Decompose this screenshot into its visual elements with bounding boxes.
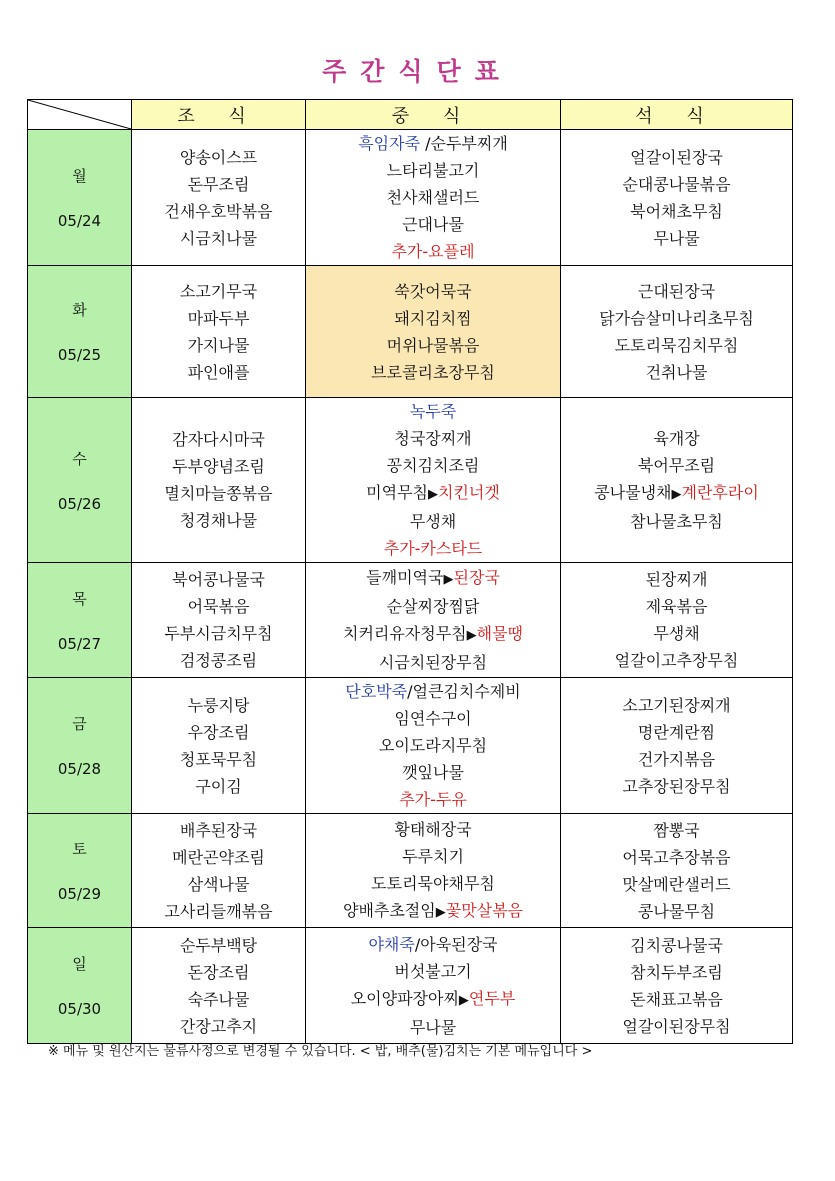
lunch-cell <box>306 814 561 928</box>
menu-item <box>306 479 560 508</box>
menu-item <box>306 535 560 562</box>
menu-item: 숙주나물 <box>187 989 250 1009</box>
menu-item-part: 추가-두유 <box>399 790 467 809</box>
menu-item: 얼갈이된장국 <box>630 147 723 167</box>
menu-item: 건가지볶음 <box>637 749 716 769</box>
menu-item <box>306 157 560 184</box>
menu-item <box>561 452 792 479</box>
menu-item: 가지나물 <box>187 335 250 355</box>
lunch-cell <box>306 398 561 563</box>
menu-item: 순두부백탕 <box>179 935 258 955</box>
day-cell <box>28 814 132 928</box>
menu-item <box>306 305 560 332</box>
dinner-cell <box>561 266 793 398</box>
menu-item: 파인애플 <box>187 362 250 382</box>
menu-item <box>306 985 560 1014</box>
menu-item: 된장찌개 <box>645 570 708 589</box>
menu-item-part: 해물땡 <box>476 624 524 643</box>
breakfast-cell <box>132 130 306 266</box>
menu-item <box>306 649 560 676</box>
day-cell <box>28 266 132 398</box>
menu-item <box>306 931 560 958</box>
weekday-label: 월 <box>72 167 87 185</box>
lunch-cell <box>306 266 561 398</box>
menu-item-part: 된장국 <box>453 568 500 587</box>
dinner-cell <box>561 398 793 563</box>
day-row <box>28 678 793 814</box>
menu-item <box>561 479 792 508</box>
date-label: 05/29 <box>57 885 102 903</box>
menu-item-part: 브로콜리초장무침 <box>371 362 495 382</box>
menu-item: 청경채나물 <box>179 511 258 530</box>
menu-item: 고추장된장무침 <box>622 776 731 796</box>
menu-item-part: 미역무침 <box>366 483 428 502</box>
lunch-cell <box>306 678 561 814</box>
menu-item: 순대콩나물볶음 <box>622 174 731 194</box>
menu-item <box>561 508 792 535</box>
menu-item-part: 깻잎나물 <box>402 763 464 782</box>
date-label: 05/26 <box>57 494 102 513</box>
header-breakfast: 조 식 <box>132 100 306 130</box>
date-label: 05/27 <box>57 634 102 653</box>
menu-item-part: 치커리유자청무침 <box>342 624 467 643</box>
menu-item <box>306 958 560 985</box>
menu-item: 고사리들깨볶음 <box>164 901 273 921</box>
menu-item-part: 꽁치김치조림 <box>386 456 480 475</box>
menu-item-part: 육개장 <box>653 429 700 448</box>
menu-item: 무나물 <box>653 228 700 248</box>
breakfast-cell <box>132 398 306 563</box>
menu-item-part: 추가-요플레 <box>391 242 475 261</box>
page-title: 주간식단표 <box>322 57 513 86</box>
lunch-cell <box>306 928 561 1044</box>
day-row <box>28 266 793 398</box>
weekday-label: 목 <box>72 589 87 608</box>
menu-item: 청포묵무침 <box>179 749 258 769</box>
breakfast-cell <box>132 928 306 1044</box>
menu-item-part: /순두부찌개 <box>420 134 508 153</box>
menu-item: 무생채 <box>653 624 700 643</box>
menu-item-part: 청국장찌개 <box>394 429 472 448</box>
menu-item-part: 황태해장국 <box>394 819 472 839</box>
day-cell <box>28 130 132 266</box>
day-row <box>28 814 793 928</box>
breakfast-cell <box>132 563 306 678</box>
menu-item: 명란계란찜 <box>637 722 716 742</box>
menu-item-part: 계란후라이 <box>681 483 759 502</box>
menu-item: 북어채초무침 <box>630 201 723 221</box>
menu-item: 건취나물 <box>645 362 708 382</box>
menu-item: 건새우호박볶음 <box>164 201 273 221</box>
menu-item: 김치콩나물국 <box>630 935 723 955</box>
lunch-cell <box>306 563 561 678</box>
menu-item <box>306 130 560 157</box>
arrow-icon: ▶ <box>466 628 477 643</box>
breakfast-cell <box>132 814 306 928</box>
day-row <box>28 928 793 1044</box>
menu-item: 돈장조림 <box>187 962 250 982</box>
menu-item: 참치두부조림 <box>630 962 723 982</box>
menu-item: 짬뽕국 <box>653 820 700 840</box>
day-row <box>28 563 793 678</box>
menu-item <box>306 238 560 265</box>
menu-item <box>306 816 560 843</box>
breakfast-cell <box>132 266 306 398</box>
menu-item <box>306 843 560 870</box>
menu-item: 도토리묵김치무침 <box>614 335 739 355</box>
menu-item-part: 느타리불고기 <box>386 161 480 180</box>
menu-item <box>306 705 560 732</box>
menu-item <box>306 593 560 620</box>
menu-item: 북어콩나물국 <box>172 570 265 589</box>
arrow-icon: ▶ <box>671 487 682 502</box>
menu-item: 삼색나물 <box>187 874 250 894</box>
menu-item-part: 야채죽 <box>368 934 415 954</box>
day-cell <box>28 678 132 814</box>
day-cell <box>28 398 132 563</box>
menu-item: 간장고추지 <box>179 1016 258 1036</box>
menu-item <box>306 759 560 786</box>
weekday-label: 토 <box>72 840 87 858</box>
menu-item: 얼갈이고추장무침 <box>614 651 739 670</box>
day-cell <box>28 563 132 678</box>
menu-item: 구이김 <box>195 776 242 796</box>
menu-item-part: 치킨너겟 <box>438 483 500 502</box>
menu-item <box>306 184 560 211</box>
menu-item: 콩나물무침 <box>637 901 716 921</box>
menu-item: 마파두부 <box>187 308 250 328</box>
menu-item: 메란곤약조림 <box>172 847 265 867</box>
menu-item-part: 북어무조림 <box>637 456 716 475</box>
menu-item-part: 임연수구이 <box>394 709 472 728</box>
menu-item: 근대된장국 <box>637 281 716 301</box>
menu-item <box>306 508 560 535</box>
header-dinner: 석 식 <box>561 100 793 130</box>
menu-item: 어묵볶음 <box>187 597 250 616</box>
menu-item: 맛살메란샐러드 <box>622 874 731 894</box>
menu-item-part: 버섯불고기 <box>394 961 472 981</box>
menu-item: 제육볶음 <box>645 597 708 616</box>
header-row <box>28 100 793 130</box>
menu-item-part: 꽃맛살볶음 <box>445 900 524 920</box>
menu-item-part: 추가-카스타드 <box>383 539 483 558</box>
menu-item: 배추된장국 <box>179 820 258 840</box>
menu-item: 검정콩조림 <box>179 651 258 670</box>
menu-item-part: 근대나물 <box>402 215 464 234</box>
dinner-cell <box>561 563 793 678</box>
dinner-cell <box>561 928 793 1044</box>
footnote: ※ 메뉴 및 원산지는 물류사정으로 변경될 수 있습니다. < 밥, 배추(물)김치는 기본 메뉴입니다 > <box>48 1044 593 1059</box>
menu-item: 돈무조림 <box>187 174 250 194</box>
arrow-icon: ▶ <box>443 572 454 587</box>
menu-item: 양송이스프 <box>179 147 258 167</box>
menu-item-part: 순살찌장찜닭 <box>386 597 480 616</box>
menu-item <box>306 678 560 705</box>
dinner-cell <box>561 678 793 814</box>
corner-cell <box>28 100 132 130</box>
menu-item <box>306 278 560 305</box>
breakfast-cell <box>132 678 306 814</box>
day-row <box>28 130 793 266</box>
menu-item <box>306 1014 560 1041</box>
menu-item: 시금치나물 <box>179 228 258 248</box>
weekday-label: 일 <box>72 955 87 973</box>
menu-item <box>306 452 560 479</box>
lunch-cell <box>306 130 561 266</box>
menu-item <box>306 870 560 897</box>
menu-item <box>561 425 792 452</box>
menu-item: 닭가슴살미나리초무침 <box>599 308 754 328</box>
menu-item-part: 오이도라지무침 <box>378 736 488 755</box>
menu-item <box>306 620 560 649</box>
menu-item: 얼갈이된장무침 <box>622 1016 731 1036</box>
dinner-cell <box>561 130 793 266</box>
menu-item <box>306 398 560 425</box>
weekly-menu-table <box>27 99 793 1044</box>
menu-item-part: 도토리묵야채무침 <box>371 873 495 893</box>
menu-item <box>306 211 560 238</box>
menu-item-part: 오이양파장아찌 <box>350 988 459 1008</box>
menu-item <box>306 897 560 926</box>
date-label: 05/25 <box>57 346 102 364</box>
date-label: 05/28 <box>57 760 102 778</box>
menu-item: 두부시금치무침 <box>164 624 273 643</box>
date-label: 05/24 <box>57 212 102 230</box>
weekday-label: 금 <box>72 715 87 733</box>
day-row <box>28 398 793 563</box>
menu-item <box>306 564 560 593</box>
menu-item-part: 양배추초절임 <box>342 900 436 920</box>
menu-item-part: 돼지김치찜 <box>394 308 472 328</box>
menu-item: 우장조림 <box>187 722 250 742</box>
dinner-cell <box>561 814 793 928</box>
date-label: 05/30 <box>57 1000 102 1018</box>
arrow-icon: ▶ <box>428 487 438 502</box>
menu-item-part: 흑임자죽 <box>358 134 421 153</box>
menu-item <box>306 732 560 759</box>
menu-item <box>306 359 560 386</box>
menu-item-part: 참나물초무침 <box>630 512 723 531</box>
menu-item-part: /얼큰김치수제비 <box>407 682 521 701</box>
day-cell <box>28 928 132 1044</box>
menu-item-part: 천사채샐러드 <box>386 188 480 207</box>
menu-item-part: 머위나물볶음 <box>386 335 480 355</box>
corner-diagonal <box>28 100 131 129</box>
menu-item-part: 단호박죽 <box>345 682 408 701</box>
arrow-icon: ▶ <box>458 992 469 1008</box>
menu-item: 돈채표고볶음 <box>630 989 723 1009</box>
menu-item-part: 무생채 <box>409 512 457 531</box>
menu-item-part: 녹두죽 <box>409 402 457 421</box>
menu-item: 누룽지탕 <box>187 695 250 715</box>
menu-item: 소고기무국 <box>179 281 258 301</box>
menu-item-part: 시금치된장무침 <box>378 653 488 672</box>
menu-item-part: 콩나물냉채 <box>594 483 672 502</box>
menu-item: 두부양념조림 <box>172 457 265 476</box>
menu-item-part: 들깨미역국 <box>366 568 444 587</box>
menu-item: 멸치마늘쫑볶음 <box>164 484 273 503</box>
menu-item-part: 연두부 <box>468 988 516 1008</box>
menu-item-part: 쑥갓어묵국 <box>394 281 472 301</box>
arrow-icon: ▶ <box>435 904 446 920</box>
menu-item <box>306 425 560 452</box>
weekday-label: 화 <box>72 301 87 319</box>
weekday-label: 수 <box>72 449 87 468</box>
menu-item-part: 무나물 <box>409 1017 457 1037</box>
menu-item <box>306 332 560 359</box>
menu-item-part: 두루치기 <box>402 846 464 866</box>
menu-item: 소고기된장찌개 <box>622 695 731 715</box>
menu-item-part: /아욱된장국 <box>414 934 498 954</box>
menu-item: 감자다시마국 <box>172 430 265 449</box>
header-lunch: 중 식 <box>306 100 561 130</box>
menu-item <box>306 786 560 813</box>
menu-item: 어묵고추장볶음 <box>622 847 731 867</box>
